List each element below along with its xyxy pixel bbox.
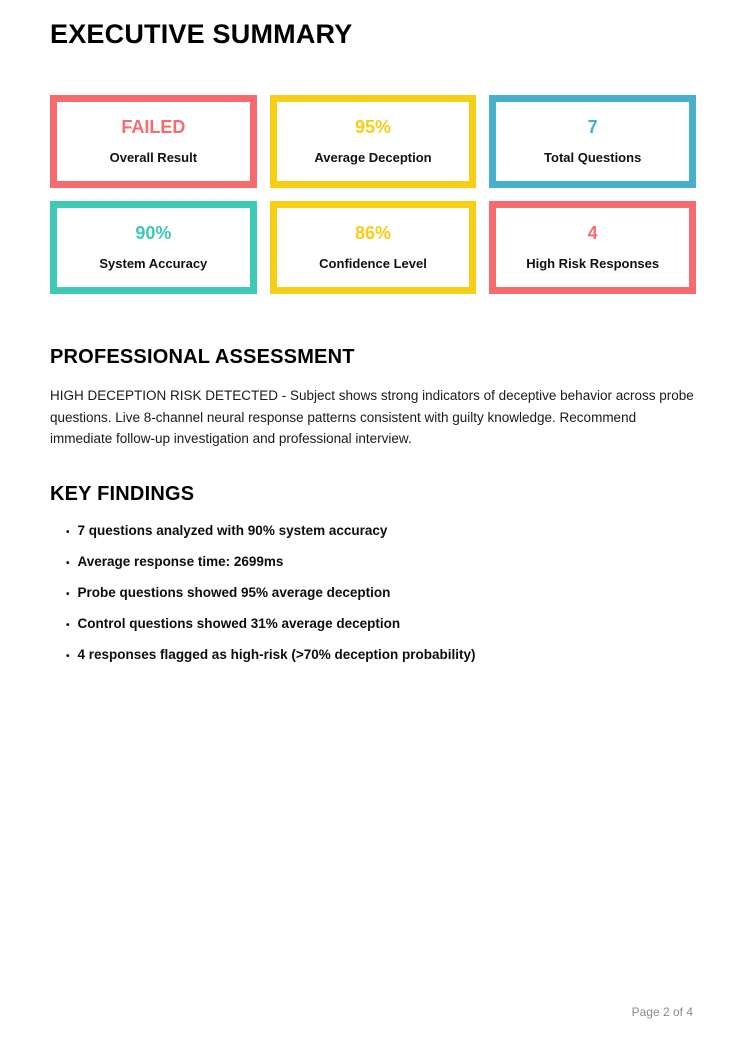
stat-label: Total Questions [544, 150, 642, 165]
stat-value: 90% [135, 223, 172, 243]
stat-value: 95% [354, 117, 391, 137]
finding-text: Control questions showed 31% average deception [77, 615, 401, 631]
stat-label: Confidence Level [319, 256, 427, 271]
bullet-icon: • [66, 557, 70, 569]
stat-card-confidence-level [270, 201, 477, 294]
stat-card-system-accuracy [50, 201, 257, 294]
stat-value: FAILED [121, 117, 186, 137]
finding-item [66, 648, 693, 664]
stat-card-total-questions [489, 95, 696, 188]
stat-label: Average Deception [314, 150, 432, 165]
finding-item [66, 555, 693, 571]
finding-text: Average response time: 2699ms [77, 553, 284, 569]
key-findings-list [50, 524, 693, 664]
page-title: EXECUTIVE SUMMARY [50, 19, 353, 49]
stat-value: 7 [587, 117, 598, 137]
finding-text: Probe questions showed 95% average deception [77, 584, 391, 600]
stat-value: 86% [354, 223, 391, 243]
finding-item [66, 617, 693, 633]
bullet-icon: • [66, 650, 70, 662]
stat-label: Overall Result [109, 150, 198, 165]
assessment-heading: PROFESSIONAL ASSESSMENT [50, 346, 355, 368]
bullet-icon: • [66, 588, 70, 600]
page-number: Page 2 of 4 [631, 1005, 693, 1019]
stat-card-high-risk-responses [489, 201, 696, 294]
stat-card-overall-result [50, 95, 257, 188]
summary-stats-grid [50, 95, 696, 294]
stat-card-average-deception [270, 95, 477, 188]
key-findings-heading: KEY FINDINGS [50, 482, 195, 505]
stat-label: System Accuracy [99, 256, 208, 271]
assessment-body-text: HIGH DECEPTION RISK DETECTED - Subject shows strong indicators of deceptive behavior across probe questions. Live 8-channel neural response patterns consistent with guilty knowledge. Recommend immediate follow-up investigation and professional interview. [50, 388, 694, 446]
finding-item [66, 586, 693, 602]
finding-text: 4 responses flagged as high-risk (>70% deception probability) [77, 646, 476, 662]
stat-value: 4 [587, 223, 598, 243]
stat-label: High Risk Responses [526, 256, 660, 271]
finding-text: 7 questions analyzed with 90% system accuracy [77, 522, 388, 538]
finding-item [66, 524, 693, 540]
bullet-icon: • [66, 526, 70, 538]
bullet-icon: • [66, 619, 70, 631]
